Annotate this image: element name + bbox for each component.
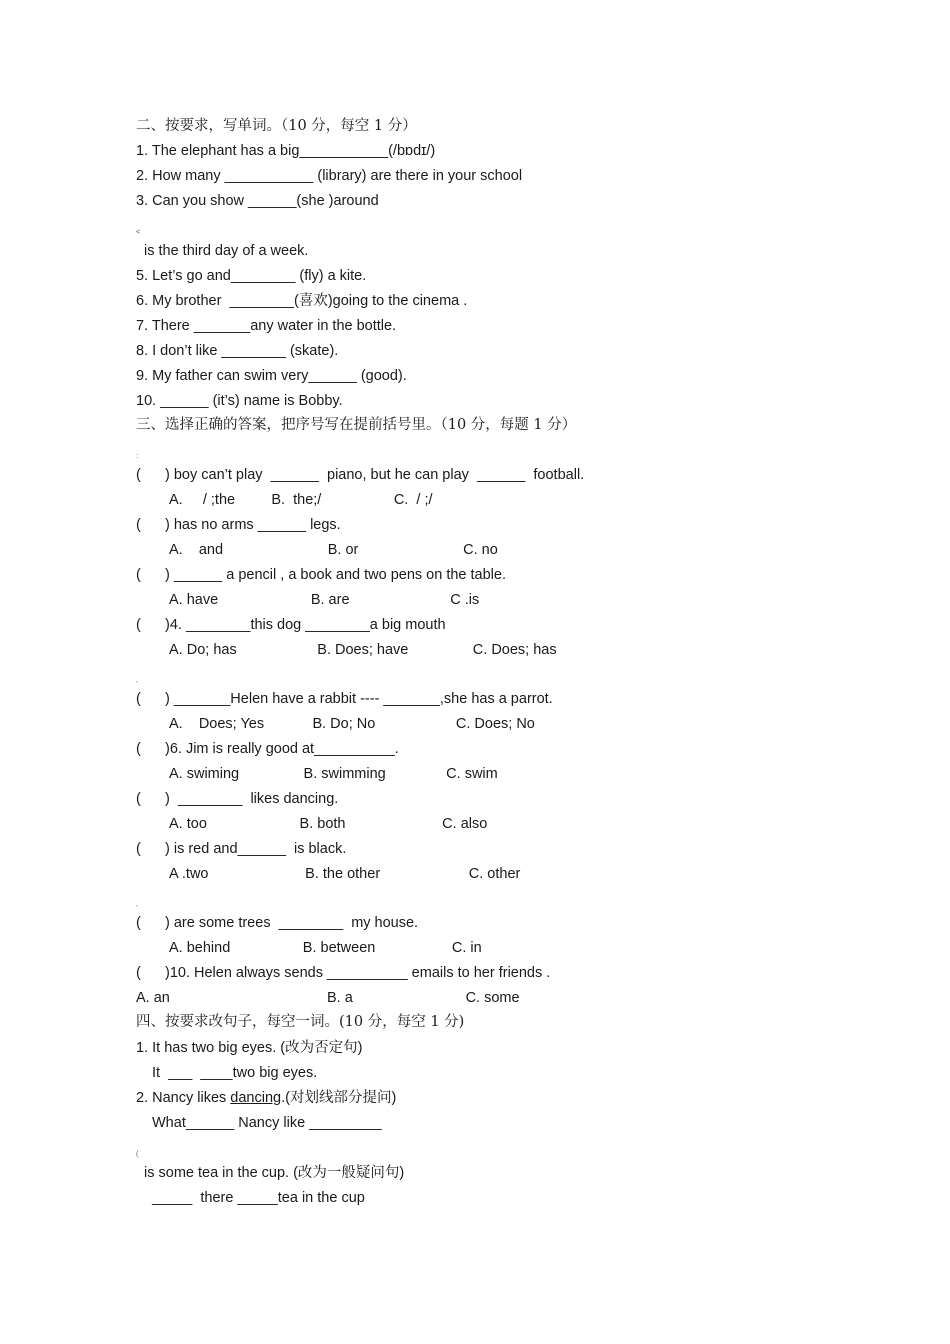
s4-item-2-prefix: 2. Nancy likes <box>136 1090 231 1106</box>
s4-item-1-answer: It ___ ____two big eyes. <box>152 1065 318 1081</box>
q9-options: A. behind B. between C. in <box>169 940 482 956</box>
q4-options: A. Do; has B. Does; have C. Does; has <box>169 642 557 658</box>
s4-item-2-answer: What______ Nancy like _________ <box>152 1115 382 1131</box>
q1-stem: ( ) boy can’t play ______ piano, but he can play ______ football. <box>136 467 585 483</box>
q3-options: A. have B. are C .is <box>169 592 480 608</box>
q9-stem: ( ) are some trees ________ my house. <box>136 915 419 931</box>
section3-heading: 三、选择正确的答案，把序号写在提前括号里。（10 分，每题 1 分） <box>136 417 577 433</box>
section2-heading: 二、按要求，写单词。（10 分，每空 1 分） <box>136 118 417 134</box>
q6-stem: ( )6. Jim is really good at__________. <box>136 741 399 757</box>
q2-stem: ( ) has no arms ______ legs. <box>136 517 341 533</box>
q10-options: A. an B. a C. some <box>136 990 520 1006</box>
q4-stem: ( )4. ________this dog ________a big mouth <box>136 617 446 633</box>
q2-options: A. and B. or C. no <box>169 542 498 558</box>
q6-options: A. swiming B. swimming C. swim <box>169 766 498 782</box>
s2-item-2: 2. How many ___________ (library) are there in your school <box>136 168 523 184</box>
q10-stem: ( )10. Helen always sends __________ emails to her friends . <box>136 965 551 981</box>
q5-options: A. Does; Yes B. Do; No C. Does; No <box>169 716 535 732</box>
s2-item-1: 1. The elephant has a big___________(/bɒdɪ/) <box>136 143 436 159</box>
s4-item-2-suffix: .(对划线部分提问) <box>281 1090 397 1106</box>
s2-item-3: 3. Can you show ______(she )around <box>136 193 379 209</box>
s2-item-5: 5. Let’s go and________ (fly) a kite. <box>136 268 367 284</box>
s2-item-9: 9. My father can swim very______ (good). <box>136 368 407 384</box>
q3-stem: ( ) ______ a pencil , a book and two pens on the table. <box>136 567 506 583</box>
s4-item-3-answer: _____ there _____tea in the cup <box>152 1190 365 1206</box>
s4-item-2 <box>136 1089 396 1107</box>
stray-mark: < <box>136 229 141 236</box>
q7-options: A. too B. both C. also <box>169 816 488 832</box>
s2-item-4: is the third day of a week. <box>144 243 309 259</box>
s4-item-1: 1. It has two big eyes. (改为否定句) <box>136 1040 363 1056</box>
stray-mark: ( <box>136 1151 139 1158</box>
section4-heading: 四、按要求改句子，每空一词。(10 分，每空 1 分) <box>136 1014 465 1030</box>
q8-stem: ( ) is red and______ is black. <box>136 841 347 857</box>
underlined-word: dancing <box>230 1090 282 1106</box>
stray-mark: : <box>136 453 138 460</box>
s4-item-3: is some tea in the cup. (改为一般疑问句) <box>144 1165 405 1181</box>
stray-mark: , <box>136 901 138 908</box>
s2-item-6: 6. My brother ________(喜欢)going to the cinema . <box>136 293 468 309</box>
s2-item-7: 7. There _______any water in the bottle. <box>136 318 397 334</box>
stray-mark: , <box>136 677 138 684</box>
q1-options: A. / ;the B. the;/ C. / ;/ <box>169 492 433 508</box>
s2-item-8: 8. I don’t like ________ (skate). <box>136 343 339 359</box>
s2-item-10: 10. ______ (it’s) name is Bobby. <box>136 393 343 409</box>
q8-options: A .two B. the other C. other <box>169 866 521 882</box>
q5-stem: ( ) _______Helen have a rabbit ---- _______,she has a parrot. <box>136 691 553 707</box>
q7-stem: ( ) ________ likes dancing. <box>136 791 339 807</box>
